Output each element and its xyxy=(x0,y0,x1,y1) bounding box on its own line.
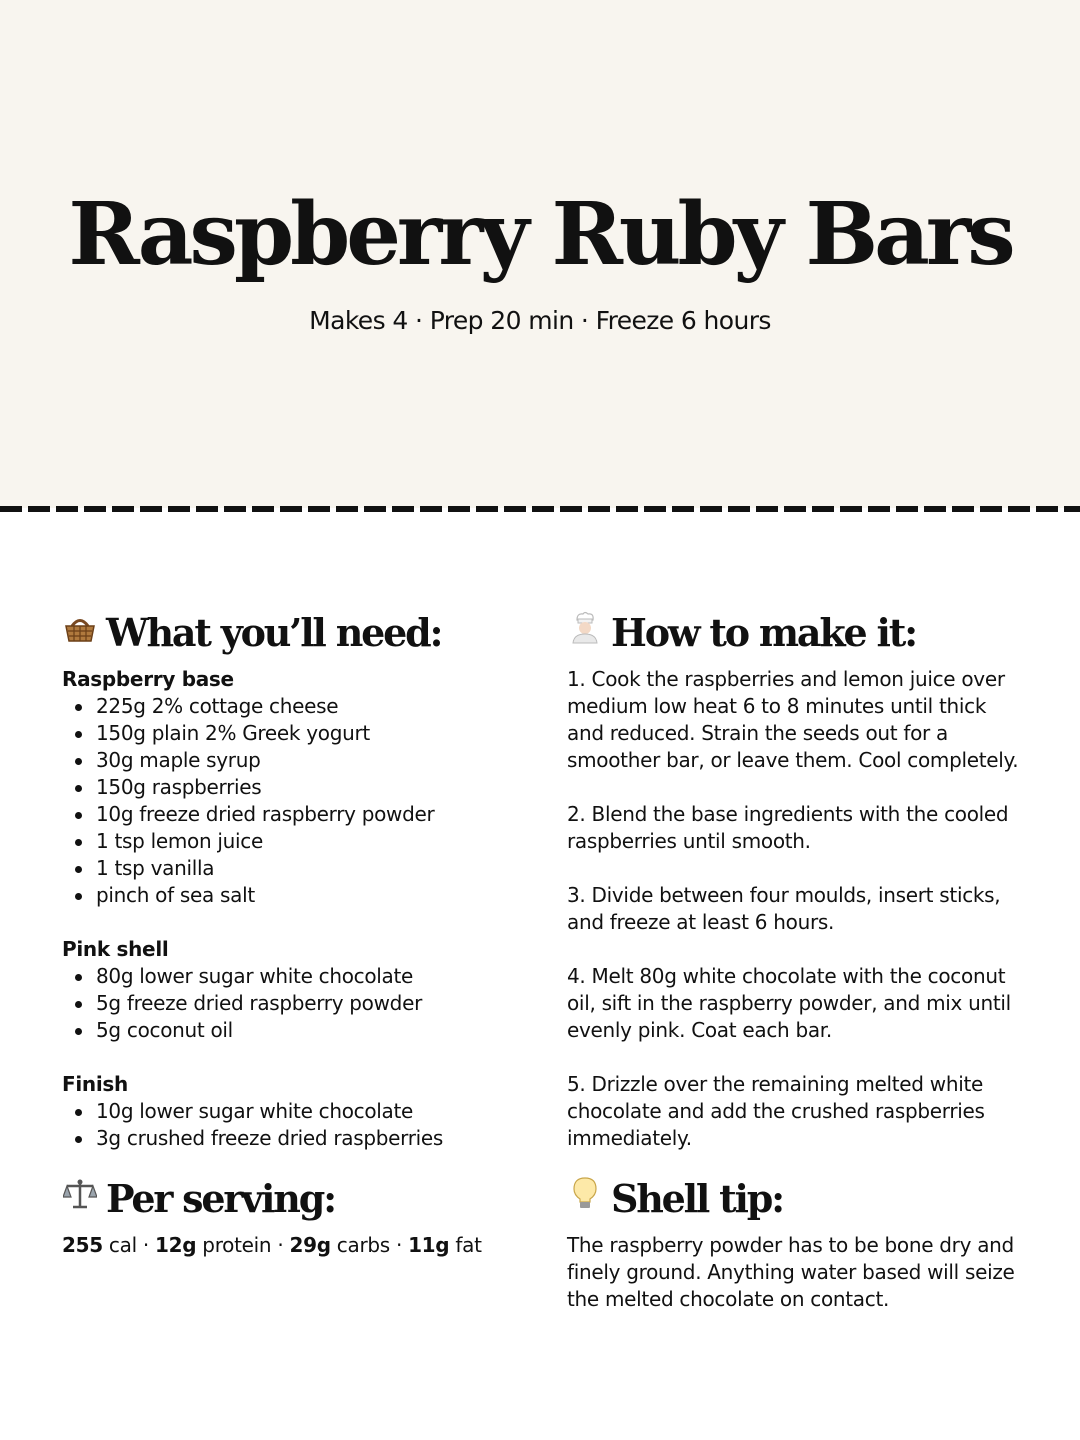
calories-label: cal · xyxy=(102,1233,155,1257)
carbs-value: 29g xyxy=(289,1233,331,1257)
dashed-divider xyxy=(0,506,1080,512)
method-step: 2. Blend the base ingredients with the cooled raspberries until smooth. xyxy=(567,802,1009,853)
nutrition-heading-text: Per serving: xyxy=(106,1176,335,1221)
nutrition-macros xyxy=(62,1232,532,1259)
ingredient-group-raspberry-base xyxy=(62,666,532,909)
lightbulb-icon xyxy=(567,1176,603,1222)
tip-heading xyxy=(567,1176,1027,1222)
ingredient-group-finish xyxy=(62,1071,532,1152)
ingredient-list xyxy=(62,1098,532,1152)
ingredient-item: 80g lower sugar white chocolate xyxy=(62,963,532,990)
ingredient-item: 225g 2% cottage cheese xyxy=(62,693,532,720)
ingredient-item: 150g plain 2% Greek yogurt xyxy=(62,720,532,747)
tip-text: The raspberry powder has to be bone dry and finely ground. Anything water based will seize the melted chocolate on contact. xyxy=(567,1233,1015,1311)
method-step: 3. Divide between four moulds, insert sticks, and freeze at least 6 hours. xyxy=(567,883,1001,934)
protein-label: protein · xyxy=(196,1233,290,1257)
scales-icon xyxy=(62,1176,98,1222)
method-step: 5. Drizzle over the remaining melted white chocolate and add the crushed raspberries immediately. xyxy=(567,1072,985,1150)
group-title: Raspberry base xyxy=(62,667,234,691)
ingredient-item: pinch of sea salt xyxy=(62,882,532,909)
method-step: 1. Cook the raspberries and lemon juice over medium low heat 6 to 8 minutes until thick and reduced. Strain the seeds out for a smoother bar, or leave them. Cool completely. xyxy=(567,667,1019,772)
carbs-label: carbs · xyxy=(330,1233,409,1257)
hero-header xyxy=(0,0,1080,508)
ingredient-item: 150g raspberries xyxy=(62,774,532,801)
chef-icon xyxy=(567,610,603,656)
ingredients-column xyxy=(62,610,532,1259)
ingredient-groups xyxy=(62,666,532,1152)
ingredients-heading xyxy=(62,610,532,656)
recipe-summary: Makes 4 · Prep 20 min · Freeze 6 hours xyxy=(309,306,771,335)
ingredients-heading-text: What you’ll need: xyxy=(106,610,442,655)
page-title: Raspberry Ruby Bars xyxy=(68,184,1012,285)
ingredient-list xyxy=(62,963,532,1044)
calories-value: 255 xyxy=(62,1233,103,1257)
method-steps xyxy=(567,666,1027,1152)
ingredient-item: 30g maple syrup xyxy=(62,747,532,774)
method-step: 4. Melt 80g white chocolate with the coconut oil, sift in the raspberry powder, and mix until evenly pink. Coat each bar. xyxy=(567,964,1011,1042)
method-column xyxy=(567,610,1027,1340)
ingredient-item: 10g lower sugar white chocolate xyxy=(62,1098,532,1125)
ingredient-item: 1 tsp lemon juice xyxy=(62,828,532,855)
tip-heading-text: Shell tip: xyxy=(611,1176,783,1221)
ingredient-group-pink-shell xyxy=(62,936,532,1044)
ingredient-item: 5g freeze dried raspberry powder xyxy=(62,990,532,1017)
nutrition-heading xyxy=(62,1176,532,1222)
ingredient-list xyxy=(62,693,532,909)
group-title: Finish xyxy=(62,1072,128,1096)
ingredient-item: 3g crushed freeze dried raspberries xyxy=(62,1125,532,1152)
method-heading xyxy=(567,610,1027,656)
protein-value: 12g xyxy=(155,1233,197,1257)
basket-icon xyxy=(62,610,98,656)
ingredient-item: 5g coconut oil xyxy=(62,1017,532,1044)
fat-value: 11g xyxy=(408,1233,450,1257)
method-heading-text: How to make it: xyxy=(611,610,916,655)
ingredient-item: 1 tsp vanilla xyxy=(62,855,532,882)
fat-label: fat xyxy=(449,1233,482,1257)
ingredient-item: 10g freeze dried raspberry powder xyxy=(62,801,532,828)
group-title: Pink shell xyxy=(62,937,169,961)
